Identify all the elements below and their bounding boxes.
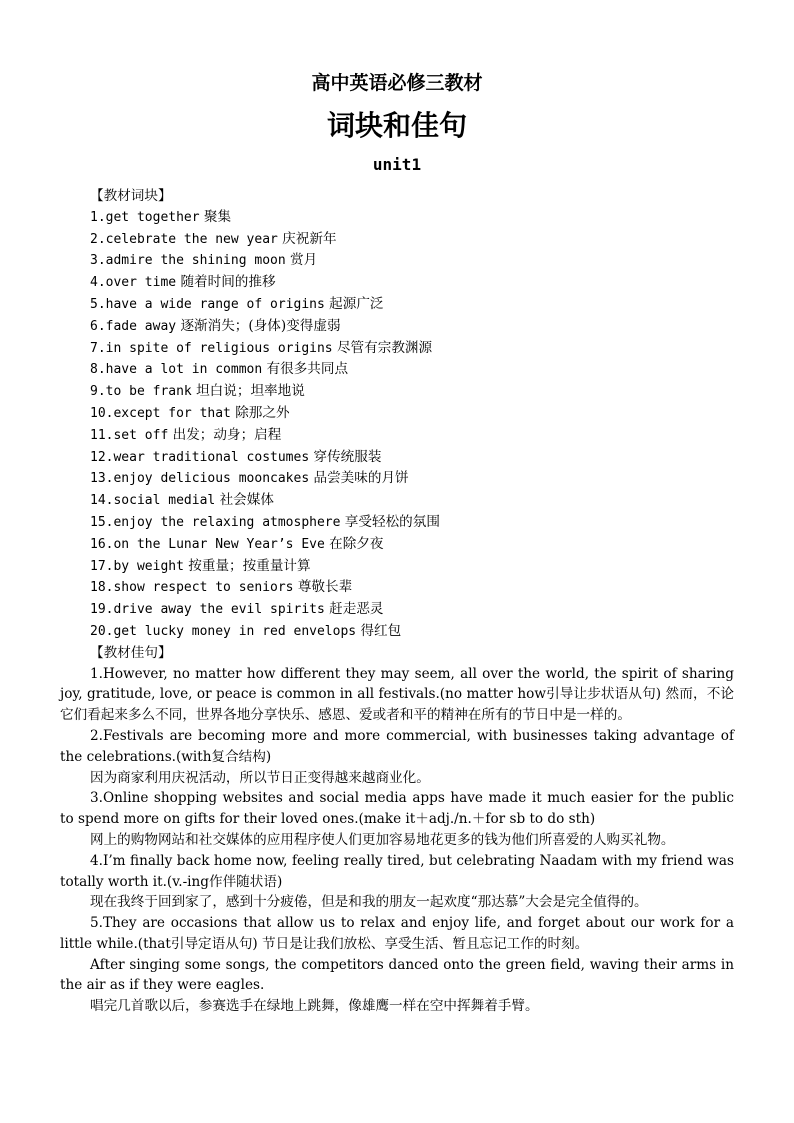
sentence-paragraph: After singing some songs, the competitors danced onto the green field, waving their arms in the air as if they were eagles. <box>60 956 734 994</box>
vocab-number: 10. <box>90 405 114 421</box>
sentence-paragraph: 2.Festivals are becoming more and more commercial, with businesses taking advantage of the celebrations.(with复合结构) <box>60 727 734 765</box>
document-title: 高中英语必修三教材 <box>311 72 483 94</box>
vocab-chinese: 出发；动身；启程 <box>172 426 282 443</box>
vocab-english: have a wide range of origins <box>105 296 325 312</box>
vocab-english: celebrate the new year <box>105 231 278 247</box>
vocab-chinese: 庆祝新年 <box>282 230 337 247</box>
sentences-list <box>60 664 734 1018</box>
vocab-english: set off <box>113 427 169 443</box>
vocab-english: wear traditional costumes <box>113 449 310 465</box>
vocab-english: drive away the evil spirits <box>113 602 325 618</box>
vocab-item <box>60 512 734 534</box>
vocab-chinese: 得红包 <box>360 622 402 639</box>
vocab-chinese: 尊敬长辈 <box>297 579 353 596</box>
vocab-number: 20. <box>90 623 114 639</box>
vocab-chinese: 起源广泛 <box>329 295 384 312</box>
vocab-chinese: 按重量；按重量计算 <box>188 557 311 574</box>
vocab-item <box>60 294 734 316</box>
vocab-english: social medial <box>113 493 216 509</box>
vocab-english: enjoy delicious mooncakes <box>113 471 310 487</box>
vocab-item <box>60 229 734 251</box>
vocab-item <box>60 272 734 294</box>
sentence-paragraph: 1.However, no matter how different they may seem, all over the world, the spirit of sharing joy, gratitude, love, or peace is common in all festivals.(no matter how引导让步状语从句) 然而，不论它们看起来多么不同，世界各地分享快乐、感恩、爱或者和平的精神在所有的节日中是一样的。 <box>60 665 734 724</box>
vocab-item <box>60 425 734 447</box>
vocab-chinese: 在除夕夜 <box>329 535 384 552</box>
vocab-item <box>60 599 734 621</box>
vocab-english: by weight <box>113 558 184 574</box>
vocab-english: on the Lunar New Year’s Eve <box>113 536 325 552</box>
sentences-heading: 【教材佳句】 <box>90 644 172 661</box>
vocab-item <box>60 577 734 599</box>
document-subtitle: 词块和佳句 <box>326 109 467 142</box>
vocab-item <box>60 534 734 556</box>
vocab-chinese: 有很多共同点 <box>266 361 349 378</box>
vocab-number: 16. <box>90 536 114 552</box>
sentence-translation: 现在我终于回到家了，感到十分疲倦，但是和我的朋友一起欢度“那达慕”大会是完全值得的。 <box>90 894 648 911</box>
sentence-paragraph: 4.I’m finally back home now, feeling really tired, but celebrating Naadam with my friend was totally worth it.(v.-ing作伴随状语) <box>60 852 734 890</box>
vocab-item <box>60 207 734 229</box>
vocab-item <box>60 447 734 469</box>
vocab-english: show respect to seniors <box>113 580 294 596</box>
vocab-english: in spite of religious origins <box>105 340 333 356</box>
sentence-paragraph: 5.They are occasions that allow us to relax and enjoy life, and forget about our work for a little while.(that引导定语从句) 节日是让我们放松、享受生活、暂且忘记工作的时刻。 <box>60 915 734 952</box>
vocab-number: 7. <box>90 340 106 356</box>
sentence-translation: 唱完几首歌以后，参赛选手在绿地上跳舞，像雄鹰一样在空中挥舞着手臂。 <box>90 998 539 1015</box>
vocab-number: 18. <box>90 580 114 596</box>
vocab-chinese: 逐渐消失；(身体)变得虚弱 <box>180 317 341 334</box>
vocab-number: 13. <box>90 471 114 487</box>
vocab-item <box>60 381 734 403</box>
chunks-heading: 【教材词块】 <box>90 188 172 204</box>
vocab-chinese: 随着时间的推移 <box>180 274 276 291</box>
vocab-number: 8. <box>90 362 106 378</box>
vocab-number: 6. <box>90 318 106 334</box>
sentence-paragraph: 3.Online shopping websites and social media apps have made it much easier for the public to spend more on gifts for their loved ones.(make it＋adj./n.＋for sb to do sth) <box>60 790 734 828</box>
unit-label: unit1 <box>372 155 422 174</box>
vocab-number: 17. <box>90 558 114 574</box>
vocab-chinese: 享受轻松的氛围 <box>344 513 440 530</box>
vocab-english: have a lot in common <box>105 362 263 378</box>
vocab-chinese: 坦白说；坦率地说 <box>196 383 305 400</box>
vocab-english: admire the shining moon <box>105 253 286 269</box>
vocab-english: except for that <box>113 405 231 421</box>
content-body <box>60 186 734 1017</box>
vocab-chinese: 品尝美味的月饼 <box>313 470 409 487</box>
vocab-chinese: 赶走恶灵 <box>329 601 384 618</box>
vocab-chinese: 聚集 <box>203 208 232 225</box>
sentence-translation: 因为商家利用庆祝活动，所以节日正变得越来越商业化。 <box>90 769 430 786</box>
vocab-number: 9. <box>90 384 106 400</box>
vocab-item <box>60 316 734 338</box>
vocab-chinese: 赏月 <box>290 252 318 269</box>
vocab-item <box>60 468 734 490</box>
vocab-chinese: 尽管有宗教渊源 <box>336 339 433 356</box>
vocab-english: to be frank <box>105 384 192 400</box>
vocab-number: 12. <box>90 449 114 465</box>
vocab-number: 11. <box>90 427 114 443</box>
vocab-english: over time <box>105 275 177 291</box>
vocab-chinese: 社会媒体 <box>219 492 274 509</box>
vocab-english: get together <box>105 209 200 225</box>
sentence-translation: 网上的购物网站和社交媒体的应用程序使人们更加容易地花更多的钱为他们所喜爱的人购买礼物。 <box>90 831 675 848</box>
vocab-item <box>60 359 734 381</box>
vocab-number: 5. <box>90 296 106 312</box>
vocab-item <box>60 490 734 512</box>
vocab-english: fade away <box>105 318 177 334</box>
chunks-list <box>60 207 734 643</box>
vocab-number: 2. <box>90 231 106 247</box>
vocab-chinese: 除那之外 <box>235 404 290 421</box>
vocab-chinese: 穿传统服装 <box>313 448 382 465</box>
vocab-item <box>60 621 734 643</box>
vocab-number: 19. <box>90 602 114 618</box>
vocab-english: get lucky money in red envelops <box>113 623 357 639</box>
vocab-item <box>60 556 734 578</box>
vocab-english: enjoy the relaxing atmosphere <box>113 514 341 530</box>
vocab-item <box>60 403 734 425</box>
vocab-item <box>60 338 734 360</box>
vocab-number: 15. <box>90 514 114 530</box>
vocab-number: 1. <box>90 209 106 225</box>
vocab-item <box>60 250 734 272</box>
vocab-number: 3. <box>90 253 106 269</box>
vocab-number: 4. <box>90 275 106 291</box>
vocab-number: 14. <box>90 493 114 509</box>
